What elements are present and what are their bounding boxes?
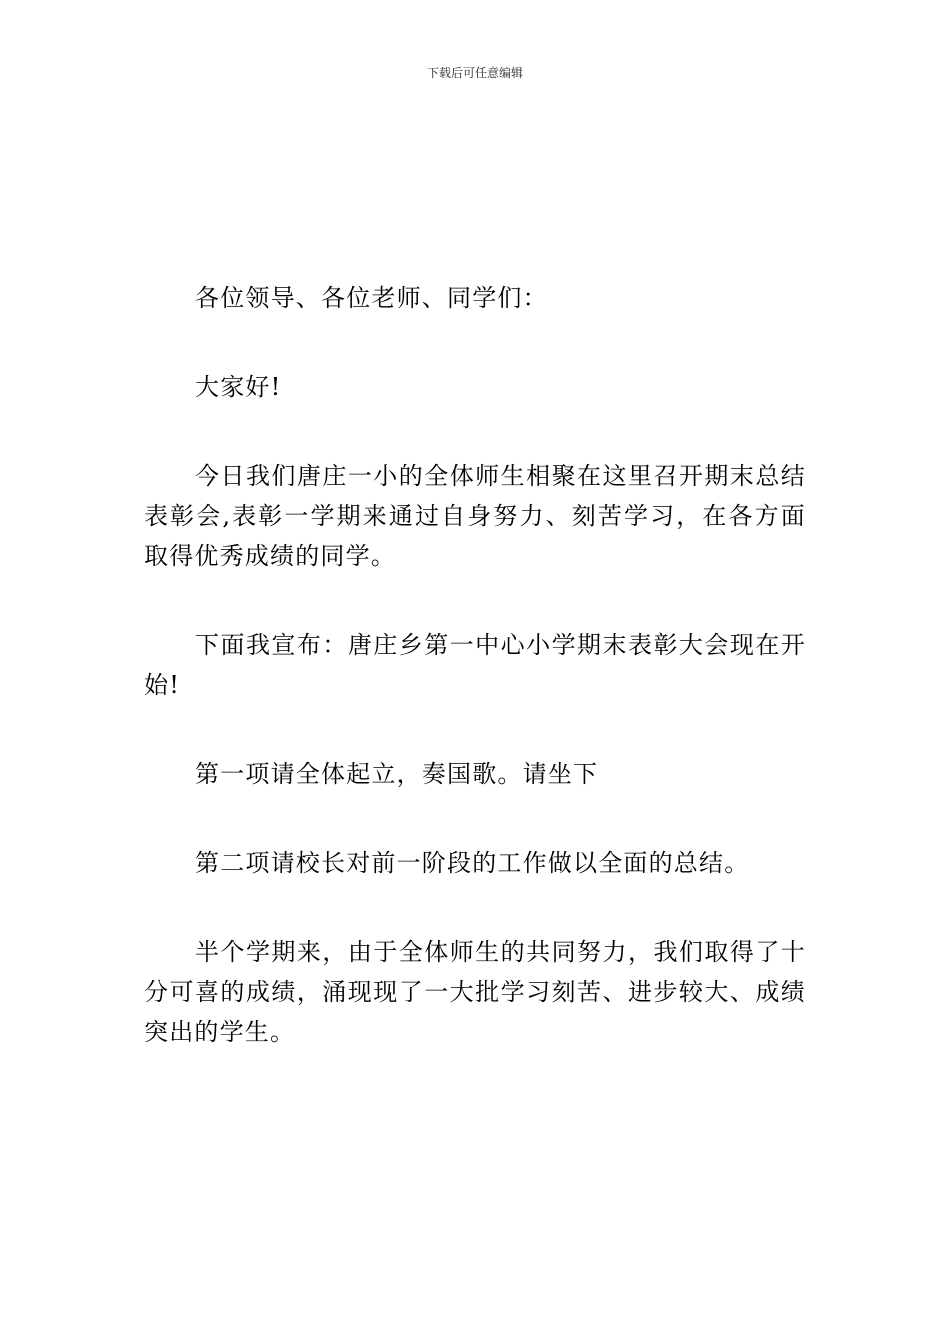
paragraph-intro: 今日我们唐庄一小的全体师生相聚在这里召开期末总结表彰会,表彰一学期来通过自身努力、刻苦学习，在各方面取得优秀成绩的同学。 [144, 462, 806, 570]
paragraph-summary: 半个学期来，由于全体师生的共同努力，我们取得了十分可喜的成绩，涌现现了一大批学习刻苦、进步较大、成绩突出的学生。 [144, 938, 806, 1046]
paragraph-greeting: 各位领导、各位老师、同学们： [195, 284, 548, 312]
paragraph-item-two: 第二项请校长对前一阶段的工作做以全面的总结。 [195, 849, 750, 877]
paragraph-hello: 大家好! [195, 373, 282, 401]
paragraph-item-one: 第一项请全体起立，奏国歌。请坐下 [195, 760, 599, 788]
paragraph-announcement: 下面我宣布：唐庄乡第一中心小学期末表彰大会现在开始! [144, 631, 806, 699]
document-body [144, 278, 806, 1101]
header-note: 下载后可任意编辑 [426, 66, 523, 80]
